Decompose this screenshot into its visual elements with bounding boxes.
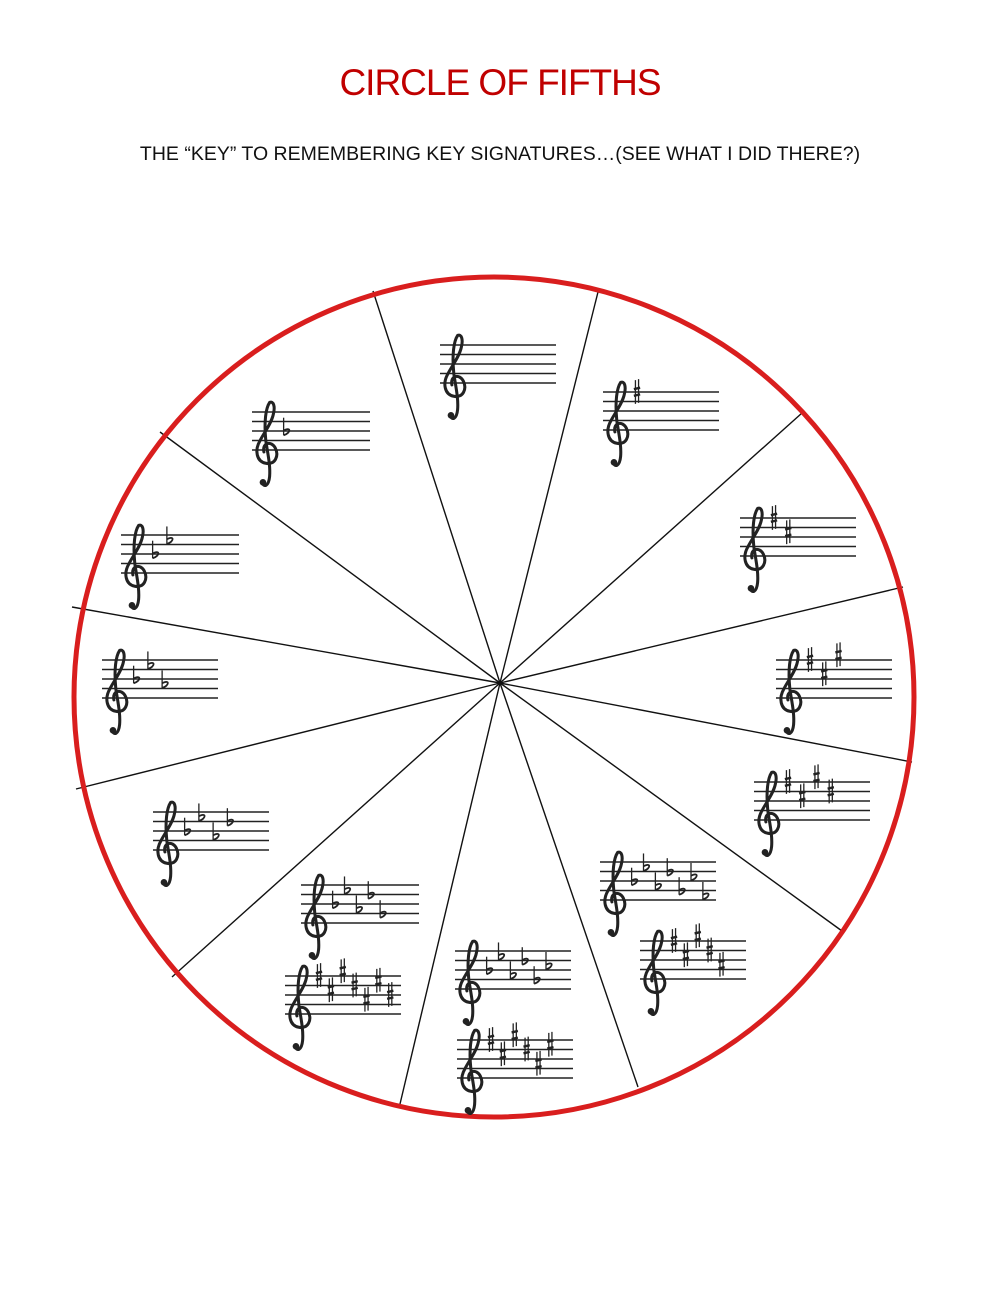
flat-symbol [522,947,528,965]
sharp-symbol [363,987,369,1012]
flat-symbol [153,541,159,559]
segment-3-sharps [776,642,892,733]
treble-clef-icon [460,941,480,1024]
sharp-symbol [835,642,841,667]
staff-sharp-4 [754,764,870,855]
staff-flat-1 [252,402,370,485]
sharp-symbol [512,1022,518,1047]
page-subtitle: THE “KEY” TO REMEMBERING KEY SIGNATURES…(SEE WHAT I DID THERE?) [139,143,861,165]
segment-divider-line [500,292,598,683]
segment-4-flats [153,802,269,885]
sharp-symbol [340,958,346,983]
staff-flat-5 [301,875,419,958]
segment-1-flat [252,402,370,485]
segment-1-sharp [603,379,719,466]
segment-divider-line [500,683,842,931]
flat-symbol [333,891,339,909]
treble-clef-icon [158,802,178,885]
segment-5-flats-7-sharps [285,875,419,1049]
sharp-symbol [799,783,805,808]
segment-divider-line [373,291,500,683]
staff-flat-3 [102,650,218,733]
treble-clef-icon [781,650,801,733]
sharp-symbol [683,942,689,967]
sharp-symbol [500,1041,506,1066]
treble-clef-icon [645,931,665,1014]
staff-flat-4 [153,802,269,885]
sharp-symbol [375,968,381,993]
flat-symbol [632,868,638,886]
flat-symbol [185,818,191,836]
treble-clef-icon [608,382,628,465]
segment-divider-line [500,683,638,1087]
segment-5-sharps-7-flats [600,852,746,1014]
treble-clef-icon [745,508,765,591]
staff-sharp-3 [776,642,892,733]
flat-symbol [667,858,673,876]
treble-clef-icon [107,650,127,733]
flat-symbol [534,966,540,984]
staff-sharp-1 [603,379,719,466]
sharp-symbol [821,661,827,686]
treble-clef-icon [257,402,277,485]
staff-sharp-6 [457,1022,573,1113]
staff-flat-6 [455,941,571,1024]
segment-divider-line [76,683,500,789]
segment-no-accidentals [440,335,556,418]
segment-divider-line [400,683,500,1104]
treble-clef-icon [759,772,779,855]
segment-divider-line [500,587,903,683]
flat-symbol [134,666,140,684]
key-signature-staves [102,335,892,1113]
treble-clef-icon [306,875,326,958]
treble-clef-icon [445,335,465,418]
segment-divider-line [500,683,912,762]
segment-3-flats [102,650,218,733]
staff-flat-2 [121,525,239,608]
sharp-symbol [695,923,701,948]
staff-none-0 [440,335,556,418]
segment-4-sharps [754,764,870,855]
treble-clef-icon [462,1030,482,1113]
segment-divider-line [72,607,500,683]
sharp-symbol [813,764,819,789]
staff-sharp-2 [740,505,856,592]
sharp-symbol [535,1051,541,1076]
sharp-symbol [785,519,791,544]
segment-divider-line [160,432,500,683]
flat-symbol [368,881,374,899]
treble-clef-icon [605,852,625,935]
segment-2-sharps [740,505,856,592]
page-title: CIRCLE OF FIFTHS [339,62,661,103]
segment-6-flats-6-sharps [455,941,573,1113]
sharp-symbol [547,1032,553,1057]
flat-symbol [284,418,290,436]
segment-divider-line [172,683,500,977]
staff-sharp-7 [285,958,401,1049]
flat-symbol [487,957,493,975]
sharp-symbol [328,977,334,1002]
flat-symbol [227,808,233,826]
flat-symbol [380,900,386,918]
segment-2-flats [121,525,239,608]
staff-flat-7 [600,852,716,935]
staff-sharp-5 [640,923,746,1014]
sharp-symbol [718,952,724,977]
flat-symbol [679,877,685,895]
treble-clef-icon [126,525,146,608]
treble-clef-icon [290,966,310,1049]
